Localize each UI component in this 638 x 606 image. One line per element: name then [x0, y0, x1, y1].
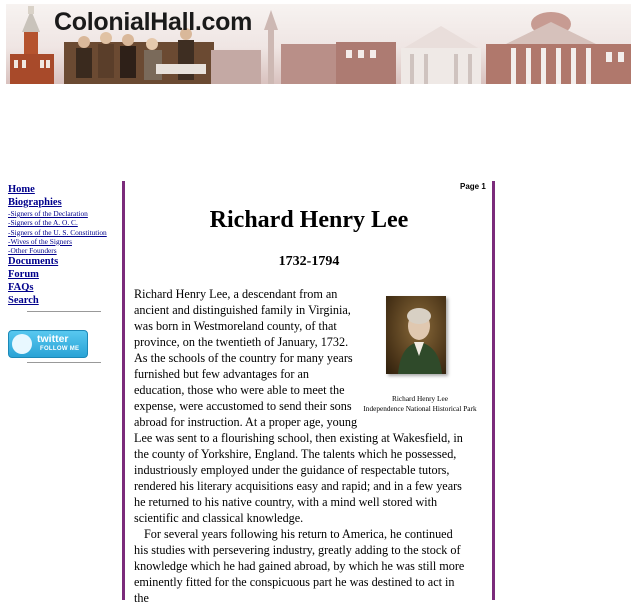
content-border-right — [492, 181, 495, 600]
article-title: Richard Henry Lee — [209, 207, 409, 233]
article-paragraph: For several years following his return to America, he continued his studies with persevering industry, greatly adding to the stock of knowledge which he had gained abroad, by which he was still more eminently fitted for the conspicuous part he was destined to act in the — [134, 527, 465, 605]
header-banner — [6, 4, 631, 84]
nav-link-wives-of-the-signers[interactable]: -Wives of the Signers — [8, 236, 72, 246]
twitter-wordmark: twitter — [37, 333, 69, 345]
article-body — [134, 286, 468, 606]
nav-link-signers-of-the-declaration[interactable]: -Signers of the Declaration — [8, 209, 88, 218]
article-dates: 1732-1794 — [278, 254, 340, 269]
twitter-follow-label: FOLLOW ME — [40, 346, 80, 352]
left-nav — [8, 183, 120, 307]
nav-link-signers-of-the-u-s-constitution[interactable]: -Signers of the U. S. Constitution — [8, 227, 107, 237]
content-border-left — [122, 181, 125, 600]
nav-link-forum[interactable]: Forum — [8, 269, 39, 281]
portrait-caption-credit: Independence National Historical Park — [363, 403, 477, 413]
nav-divider — [27, 362, 101, 363]
site-logo-title[interactable]: ColonialHall.com — [54, 8, 253, 36]
portrait-float-space — [358, 286, 468, 418]
twitter-follow-button[interactable] — [8, 330, 88, 358]
nav-link-other-founders[interactable]: -Other Founders — [8, 246, 57, 256]
page-number: Page 1 — [460, 182, 486, 191]
nav-link-documents[interactable]: Documents — [8, 256, 59, 268]
twitter-bird-icon — [12, 334, 32, 354]
nav-link-signers-of-the-a-o-c[interactable]: -Signers of the A. O. C. — [8, 218, 78, 228]
nav-link-biographies[interactable]: Biographies — [8, 197, 62, 208]
portrait-caption-name: Richard Henry Lee — [392, 394, 448, 403]
nav-link-home[interactable]: Home — [8, 184, 35, 195]
article-paragraph: Richard Henry Lee, a descendant from an ancient and distinguished family in Virginia, was born in Westmoreland county, of that province, on the twentieth of January, 1732. As the schools of the country for many years furnished but few advantages for an education, those who were able to meet the expense, were accustomed to send their sons abroad for instruction. At a proper age, young Lee was sent to a flourishing school, then existing at Wakesfield, in the county of Yorkshire, England. The talents which he possessed, industriously employed under the guidance of respectable tutors, rendered his literary acquisitions easy and rapid; and in a few years he returned to his native country, with a mind well stored with scientific and classical knowledge. — [134, 287, 463, 525]
nav-link-faqs[interactable]: FAQs — [8, 282, 34, 294]
nav-link-search[interactable]: Search — [8, 295, 39, 307]
nav-divider — [27, 311, 101, 312]
